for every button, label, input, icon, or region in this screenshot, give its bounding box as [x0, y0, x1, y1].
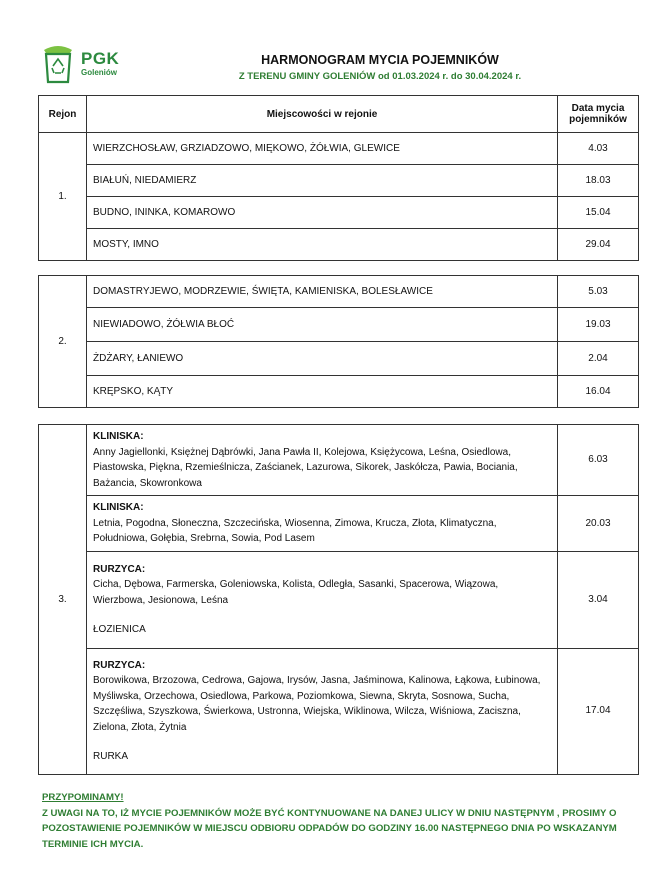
document-subtitle: Z TERENU GMINY GOLENIÓW od 01.03.2024 r. do 30.04.2024 r. [238, 71, 522, 82]
places-cell: ŻDŻARY, ŁANIEWO [87, 342, 558, 376]
recycling-bin-icon [40, 44, 76, 84]
places-cell: WIERZCHOSŁAW, GRZIADZOWO, MIĘKOWO, ŻÓŁWIA, GLEWICE [87, 133, 558, 165]
places-cell: MOSTY, IMNO [87, 229, 558, 261]
header-date: Data mycia pojemników [558, 96, 639, 133]
date-cell: 20.03 [558, 496, 639, 552]
table-row [39, 425, 639, 496]
date-cell: 18.03 [558, 165, 639, 197]
date-cell: 5.03 [558, 276, 639, 308]
header-region: Rejon [39, 96, 87, 133]
date-cell: 3.04 [558, 551, 639, 648]
date-cell: 19.03 [558, 308, 639, 342]
date-cell: 2.04 [558, 342, 639, 376]
schedule-table-region-3 [38, 424, 639, 775]
date-cell: 6.03 [558, 425, 639, 496]
document-title: HARMONOGRAM MYCIA POJEMNIKÓW [261, 53, 499, 67]
town-name: RURZYCA: [93, 563, 146, 575]
logo-subtitle: Goleniów [81, 68, 117, 77]
table-row [39, 342, 639, 376]
region-number: 1. [39, 133, 87, 261]
region-number: 2. [39, 276, 87, 408]
table-row [39, 133, 639, 165]
places-cell: BUDNO, ININKA, KOMAROWO [87, 197, 558, 229]
places-cell [87, 496, 558, 552]
reminder-note [42, 790, 642, 852]
extra-place: RURKA [93, 751, 129, 762]
reminder-heading: PRZYPOMINAMY! [42, 792, 124, 803]
street-list: Anny Jagiellonki, Księżnej Dąbrówki, Jana Pawła II, Kolejowa, Księżycowa, Leśna, Osiedlowa, Piastowska, Piękna, Rzemieślnicza, Zaścianek, Lazurowa, Sikorek, Jaskółcza, Pawia, Bociania, Bażancia, Skowronkowa [93, 446, 518, 489]
region-number: 3. [39, 425, 87, 775]
table-row [39, 308, 639, 342]
pgk-logo [40, 44, 140, 88]
date-cell: 29.04 [558, 229, 639, 261]
logo-name: PGK [81, 49, 120, 68]
town-name: KLINISKA: [93, 502, 144, 513]
table-row [39, 648, 639, 774]
reminder-text: Z UWAGI NA TO, IŻ MYCIE POJEMNIKÓW MOŻE BYĆ KONTYNUOWANE NA DANEJ ULICY W DNIU NASTĘPNYM , PROSIMY O POZOSTAWIENIE POJEMNIKÓW W MIEJSCU ODBIORU ODPADÓW DO GODZINY 16.00 NASTĘPNEGO DNIA PO WSKAZANYM TERMINIE ICH MYCIA. [42, 807, 617, 850]
date-cell: 15.04 [558, 197, 639, 229]
schedule-table-region-1 [38, 95, 639, 261]
table-row [39, 229, 639, 261]
town-name: RURZYCA: [93, 659, 146, 671]
table-row [39, 165, 639, 197]
places-cell [87, 648, 558, 774]
table-row [39, 496, 639, 552]
extra-place: ŁOZIENICA [93, 624, 146, 635]
date-cell: 4.03 [558, 133, 639, 165]
places-cell [87, 551, 558, 648]
places-cell: BIAŁUŃ, NIEDAMIERZ [87, 165, 558, 197]
table-row [39, 276, 639, 308]
date-cell: 17.04 [558, 648, 639, 774]
header-places: Miejscowości w rejonie [87, 96, 558, 133]
table-header-row [39, 96, 639, 133]
table-row [39, 197, 639, 229]
places-cell: KRĘPSKO, KĄTY [87, 376, 558, 408]
places-cell [87, 425, 558, 496]
date-cell: 16.04 [558, 376, 639, 408]
street-list: Borowikowa, Brzozowa, Cedrowa, Gajowa, Irysów, Jasna, Jaśminowa, Kalinowa, Łąkowa, Łubinowa, Myśliwska, Orzechowa, Osiedlowa, Parkowa, Poziomkowa, Siewna, Skryta, Sosnowa, Sucha, Szczęśliwa, Szyszkowa, Świerkowa, Ustronna, Wiejska, Wiklinowa, Wilcza, Wiśniowa, Zaciszna, Zielona, Złota, Żytnia [93, 675, 541, 733]
places-cell: NIEWIADOWO, ŻÓŁWIA BŁOĆ [87, 308, 558, 342]
town-name: KLINISKA: [93, 431, 144, 442]
table-row [39, 376, 639, 408]
street-list: Cicha, Dębowa, Farmerska, Goleniowska, Kolista, Odległa, Sasanki, Spacerowa, Wiązowa, Wierzbowa, Jesionowa, Leśna [93, 579, 499, 606]
schedule-table-region-2 [38, 275, 639, 408]
street-list: Letnia, Pogodna, Słoneczna, Szczecińska, Wiosenna, Zimowa, Krucza, Złota, Klimatyczna, Południowa, Gołębia, Srebrna, Sowia, Pod Lasem [93, 517, 497, 544]
table-row [39, 551, 639, 648]
places-cell: DOMASTRYJEWO, MODRZEWIE, ŚWIĘTA, KAMIENISKA, BOLESŁAWICE [87, 276, 558, 308]
